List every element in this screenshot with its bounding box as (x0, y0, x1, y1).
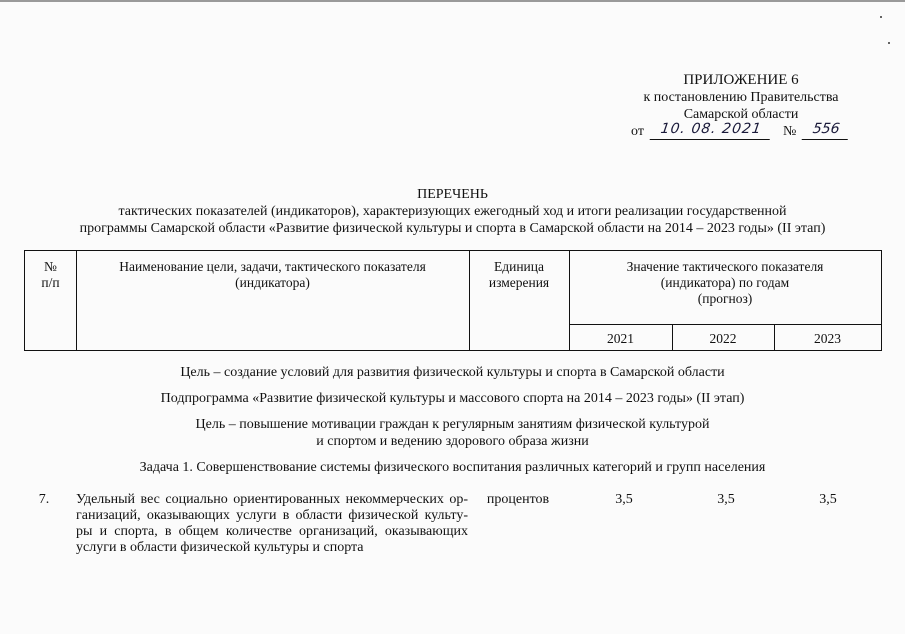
appendix-line-1: к постановлению Правительства (643, 90, 839, 105)
subprogram-heading: Подпрограмма «Развитие физической культуры и массового спорта на 2014 – 2023 годы» (II этап) (160, 391, 745, 406)
scan-edge-line (0, 0, 905, 2)
value-2023: 3,5 (819, 492, 837, 507)
col-header-value: Значение тактического показателя (индикатора) по годам (прогноз) (626, 259, 824, 306)
appendix-line-2: Самарской области (683, 107, 799, 122)
value-2022: 3,5 (717, 492, 735, 507)
list-title: ПЕРЕЧЕНЬ (417, 187, 488, 202)
list-subtitle-line-2: программы Самарской области «Развитие физической культуры и спорта в Самарской области на 2014 – 2023 годы» (II этап) (79, 221, 826, 236)
approval-date-number (631, 121, 861, 142)
subgoal-line-2: и спортом и ведению здорового образа жизни (316, 434, 589, 449)
appendix-title: ПРИЛОЖЕНИЕ 6 (683, 72, 799, 88)
appendix-block (621, 72, 861, 123)
handwritten-number: 556 (802, 121, 851, 140)
goal-heading: Цель – создание условий для развития физической культуры и спорта в Самарской области (180, 365, 725, 380)
indicator-unit: процентов (486, 492, 550, 507)
year-header: 2023 (814, 331, 841, 346)
col-header-number: № п/п (41, 259, 60, 290)
date-prefix: от (631, 124, 644, 139)
indicator-table-header (24, 250, 882, 351)
subgoal-line-1: Цель – повышение мотивации граждан к регулярным занятиям физической культурой (195, 417, 710, 432)
scan-speck (888, 42, 890, 44)
scan-speck (880, 16, 882, 18)
year-header: 2021 (607, 331, 634, 346)
row-number: 7. (38, 492, 50, 507)
indicator-name: Удельный вес социально ориентированных некоммерческих ор- ганизаций, оказывающих услуги в области физической культу- ры и спорта, в общем количестве организаций, оказывающих услуги в области физической культуры и спорта (76, 492, 468, 555)
list-subtitle-line-1: тактических показателей (индикаторов), характеризующих ежегодный ход и итоги реализации государственной (118, 204, 787, 219)
col-header-unit: Единица измерения (488, 259, 550, 290)
task-heading: Задача 1. Совершенствование системы физического воспитания различных категорий и групп населения (139, 460, 766, 475)
year-header: 2022 (709, 331, 737, 346)
handwritten-date: 10. 08. 2021 (650, 121, 773, 140)
col-header-name: Наименование цели, задачи, тактического показателя (индикатора) (119, 259, 426, 290)
table-divider (569, 324, 881, 325)
number-prefix: № (783, 124, 797, 139)
value-2021: 3,5 (615, 492, 633, 507)
